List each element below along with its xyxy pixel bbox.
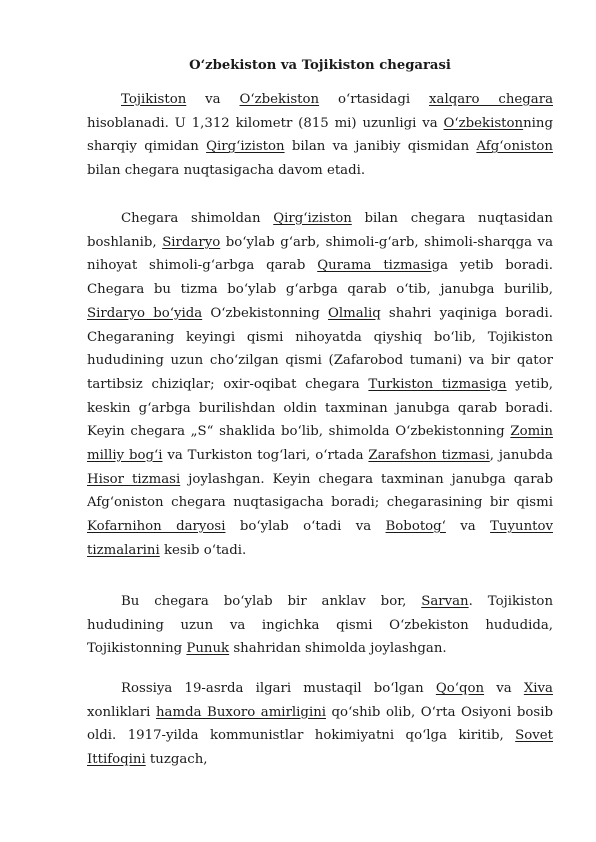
wiki-link[interactable]: Bobotog‘ [385, 519, 446, 535]
paragraph-text: qo‘shib olib, O‘rta Osiyoni bosib oldi. 1917-yilda kommunistlar hokimiyatni qo‘lga kiritib, [87, 704, 553, 744]
paragraph-text: va Turkiston tog‘lari, o‘rtada [162, 448, 369, 464]
wiki-link[interactable]: O‘zbekiston [239, 92, 320, 107]
wiki-link[interactable]: Sovet Ittifoqini [87, 728, 553, 768]
wiki-link[interactable]: Qo‘qon [435, 681, 485, 696]
paragraph-text: Rossiya 19-asrda ilgari mustaqil bo‘lgan [121, 681, 436, 696]
paragraph-text: va [484, 681, 524, 696]
wiki-link[interactable]: O‘zbekiston [443, 115, 524, 131]
paragraph-text: bilan va janibiy qismidan [284, 139, 477, 155]
paragraph-text: bo‘ylab o‘tadi va [225, 519, 386, 535]
paragraph-1 [87, 88, 553, 183]
paragraph-text: shahri yaqiniga boradi. Chegaraning keyingi qismi nihoyatda qiyshiq bo‘lib, Tojikiston hududining uzun cho‘zilgan qismi (Zafarobod tumani) va bir qator tartibsiz chiziqlar; oxir-oqibat chegara [87, 305, 554, 392]
wiki-link[interactable]: Qirg‘iziston [273, 211, 352, 226]
wiki-link[interactable]: Sirdaryo [162, 234, 221, 250]
wiki-link[interactable]: xalqaro chegara [429, 92, 553, 107]
paragraph-text: . Tojikiston hududining uzun va ingichka qismi O‘zbekiston hududida, Tojikistonning [87, 594, 554, 657]
paragraph-text: O‘zbekistonning [202, 305, 328, 321]
wiki-link[interactable]: Qirg‘iziston [206, 139, 285, 155]
paragraph-text: Bu chegara bo‘ylab bir anklav bor, [121, 594, 422, 609]
wiki-link[interactable]: Olmaliq [328, 305, 381, 321]
paragraph-4 [87, 677, 553, 772]
paragraph-text: bilan chegara nuqtasidan boshlanib, [87, 211, 553, 250]
paragraph-text: joylashgan. Keyin chegara taxminan janubga qarab Afg‘oniston chegara nuqtasigacha boradi; chegarasining bir qismi [87, 471, 553, 511]
paragraph-text: yetib, keskin g‘arbga burilishdan oldin taxminan janubga qarab boradi. Keyin chegara „S“ shaklida bo‘lib, shimolda O‘zbekistonning [87, 376, 553, 440]
wiki-link[interactable]: Sarvan [421, 594, 469, 609]
wiki-link[interactable]: Tojikiston [121, 92, 187, 107]
paragraph-text: va [445, 519, 491, 535]
paragraph-3 [87, 590, 553, 661]
paragraph-text: ga yetib boradi. Chegara bu tizma bo‘ylab g‘arbga qarab o‘tib, janubga burilib, [87, 258, 553, 298]
paragraph-text: hisoblanadi. U 1,312 kilometr (815 mi) uzunligi va [87, 115, 444, 131]
paragraph-text: , janubda [489, 448, 553, 464]
wiki-link[interactable]: Sirdaryo bo‘yida [87, 305, 203, 321]
wiki-link[interactable]: Tuyuntov tizmalarini [87, 519, 553, 558]
wiki-link[interactable]: Qurama tizmasi [317, 258, 432, 274]
wiki-link[interactable]: Turkiston tizmasiga [368, 376, 507, 392]
paragraph-text: ning sharqiy qimidan [87, 115, 553, 155]
paragraph-text: va [186, 92, 240, 107]
wiki-link[interactable]: Kofarnihon daryosi [87, 519, 226, 535]
paragraph-text: kesib o‘tadi. [159, 542, 247, 558]
paragraph-text: bilan chegara nuqtasigacha davom etadi. [87, 163, 366, 179]
paragraph-text: o‘rtasidagi [319, 92, 430, 107]
wiki-link[interactable]: Punuk [186, 641, 230, 657]
paragraph-text: shahridan shimolda joylashgan. [229, 641, 447, 657]
wiki-link[interactable]: Xiva [523, 681, 553, 696]
wiki-link[interactable]: Zomin milliy bog‘i [87, 424, 553, 464]
wiki-link[interactable]: Hisor tizmasi [87, 471, 181, 487]
paragraph-text: xonliklari [87, 704, 156, 720]
wiki-link[interactable]: Zarafshon tizmasi [368, 448, 490, 464]
wiki-link[interactable]: hamda Buxoro amirligini [155, 704, 327, 720]
document-title: O‘zbekiston va Tojikiston chegarasi [189, 58, 451, 73]
paragraph-text: bo‘ylab g‘arb, shimoli-g‘arb, shimoli-sharqga va nihoyat shimoli-g‘arbga qarab [87, 234, 553, 274]
wiki-link[interactable]: Afg‘oniston [476, 139, 553, 155]
paragraph-text: tuzgach, [145, 752, 208, 768]
paragraph-2 [87, 207, 553, 563]
paragraph-text: Chegara shimoldan [121, 211, 274, 226]
